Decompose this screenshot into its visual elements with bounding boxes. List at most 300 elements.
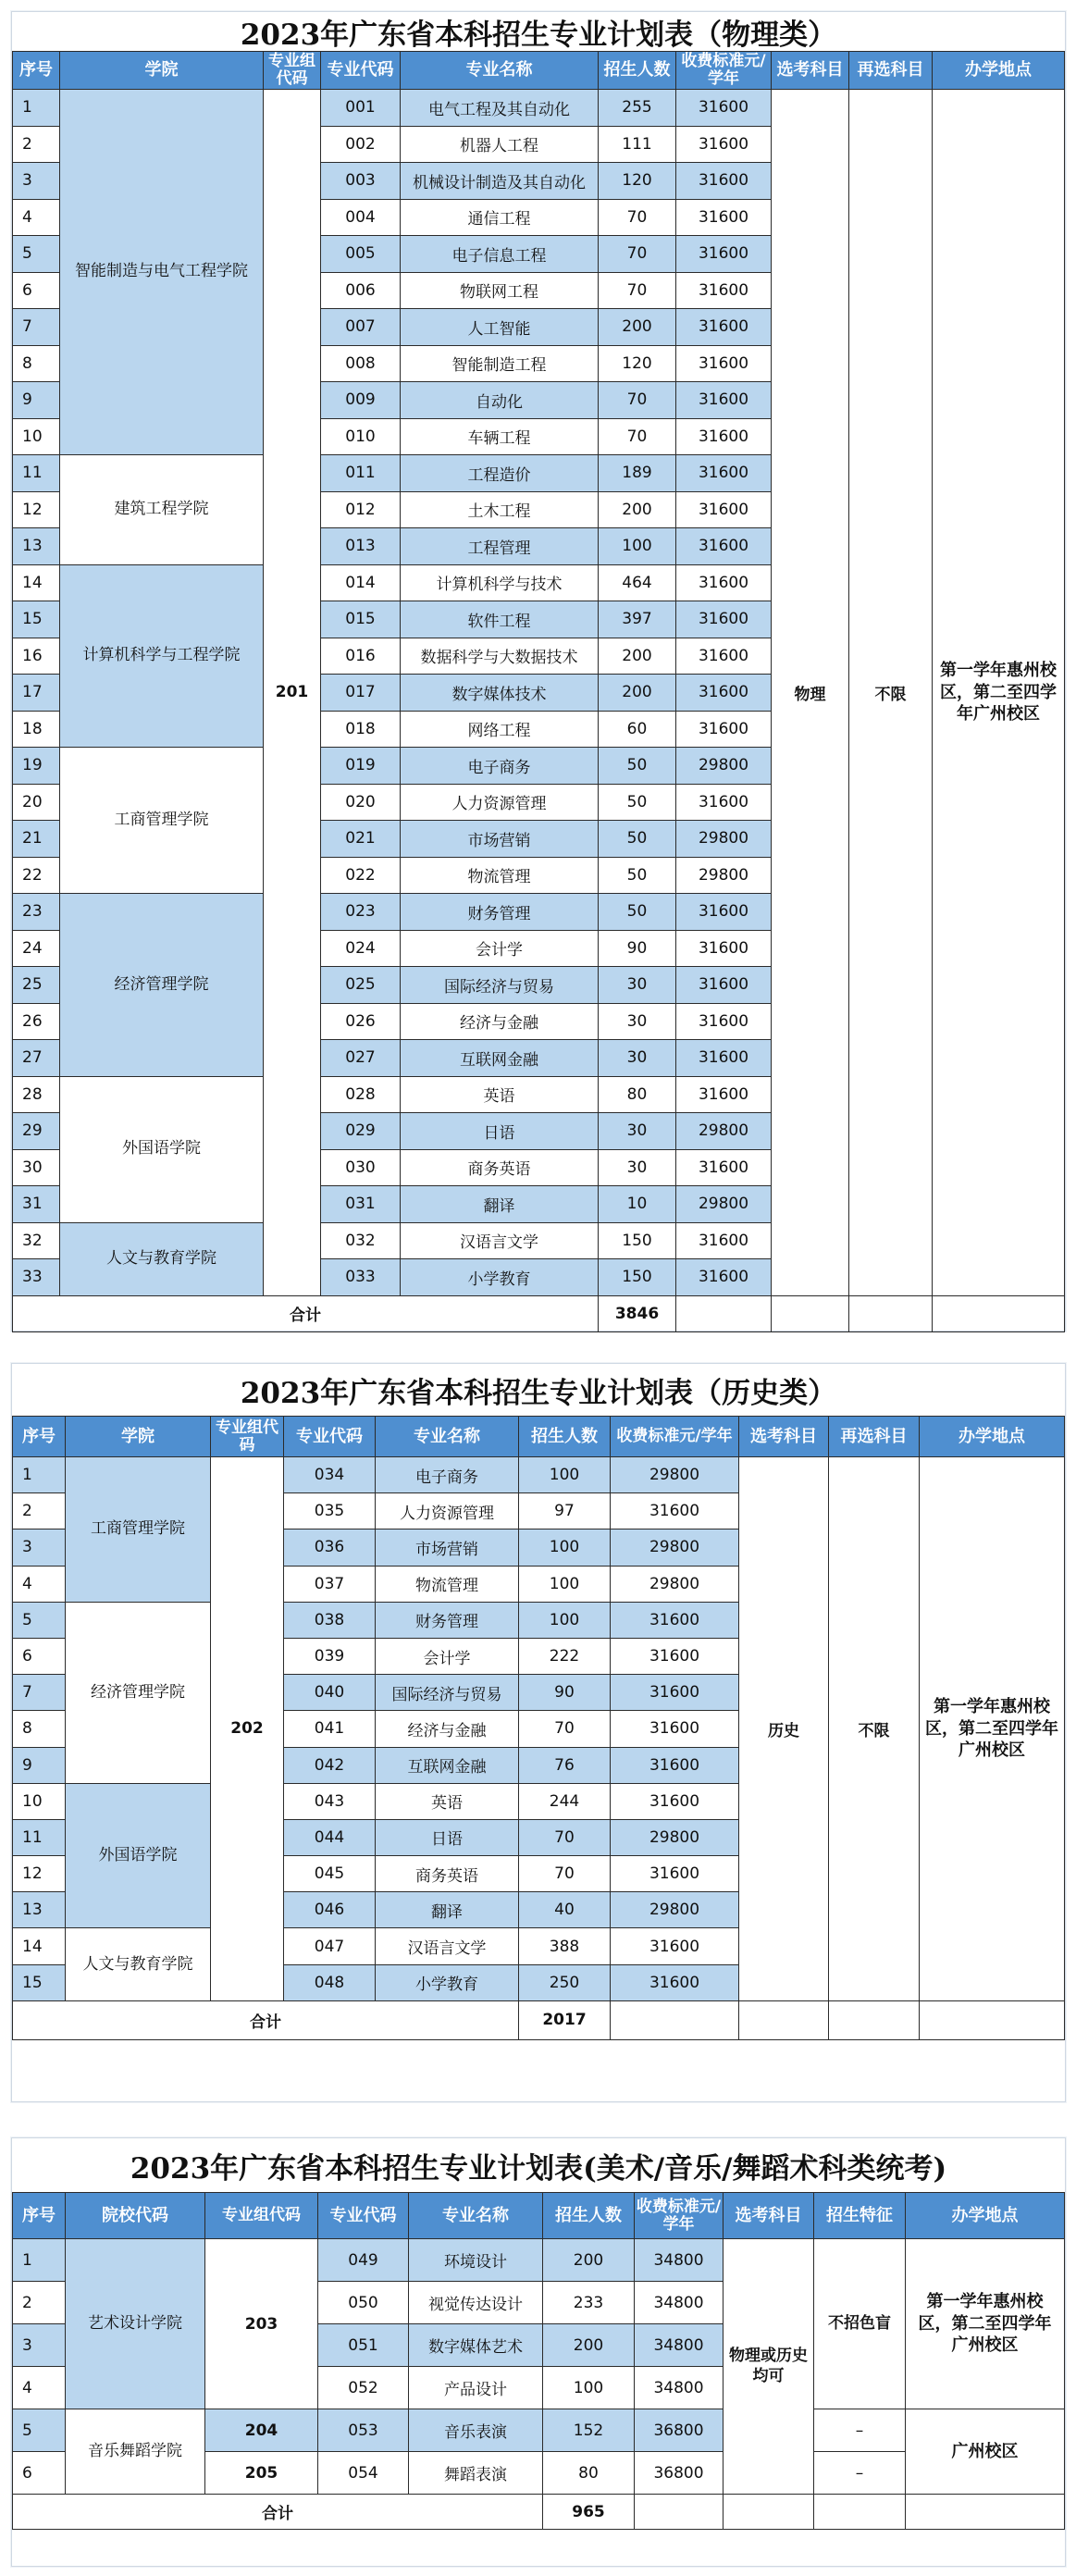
major-name: 数据科学与大数据技术 (401, 638, 599, 675)
enrollment: 50 (599, 857, 676, 894)
major-name: 国际经济与贸易 (401, 967, 599, 1004)
major-name: 英语 (401, 1076, 599, 1113)
major-code: 021 (321, 821, 401, 858)
tuition: 31600 (611, 1964, 739, 2000)
major-code: 047 (284, 1928, 376, 1964)
enrollment: 70 (599, 272, 676, 309)
physics-body (13, 90, 1065, 1296)
enrollment: 100 (519, 1602, 611, 1638)
major-name: 工程管理 (401, 528, 599, 565)
header-feature: 招生特征 (814, 2193, 906, 2239)
feature-cell: 不招色盲 (814, 2239, 906, 2409)
major-name: 人力资源管理 (401, 784, 599, 821)
major-code: 046 (284, 1892, 376, 1928)
major-name: 市场营销 (401, 821, 599, 858)
tuition: 29800 (676, 1113, 772, 1150)
major-code: 054 (318, 2452, 409, 2495)
header-major-code: 专业代码 (318, 2193, 409, 2239)
major-code: 014 (321, 564, 401, 601)
header-group-code: 专业组代码 (205, 2193, 318, 2239)
tuition: 31600 (676, 1040, 772, 1077)
college-cell: 计算机科学与工程学院 (60, 564, 264, 748)
major-name: 视觉传达设计 (409, 2282, 543, 2324)
major-code: 035 (284, 1493, 376, 1530)
row-index: 30 (13, 1149, 60, 1186)
enrollment: 100 (543, 2367, 635, 2409)
row-index: 28 (13, 1076, 60, 1113)
tuition: 31600 (611, 1602, 739, 1638)
row-index: 15 (13, 1964, 66, 2000)
major-name: 财务管理 (376, 1602, 519, 1638)
college-cell: 外国语学院 (60, 1076, 264, 1222)
enrollment: 70 (519, 1856, 611, 1892)
header-tuition: 收费标准元/学年 (611, 1417, 739, 1457)
enrollment: 30 (599, 1003, 676, 1040)
major-code: 040 (284, 1675, 376, 1711)
subject-cell: 物理或历史均可 (724, 2239, 814, 2495)
enrollment: 222 (519, 1638, 611, 1674)
row-index: 1 (13, 90, 60, 127)
enrollment: 189 (599, 455, 676, 492)
enrollment: 464 (599, 564, 676, 601)
tuition: 29800 (611, 1892, 739, 1928)
major-name: 汉语言文学 (376, 1928, 519, 1964)
enrollment: 200 (599, 675, 676, 712)
major-code: 033 (321, 1259, 401, 1296)
tuition: 31600 (676, 711, 772, 748)
enrollment: 100 (519, 1530, 611, 1566)
row-index: 11 (13, 1819, 66, 1855)
major-code: 006 (321, 272, 401, 309)
tuition: 31600 (676, 418, 772, 455)
tuition: 31600 (676, 345, 772, 382)
major-code: 008 (321, 345, 401, 382)
enrollment: 200 (599, 638, 676, 675)
major-name: 网络工程 (401, 711, 599, 748)
major-code: 001 (321, 90, 401, 127)
major-name: 英语 (376, 1783, 519, 1819)
header-reselect: 再选科目 (849, 52, 933, 90)
major-code: 029 (321, 1113, 401, 1150)
total-value: 3846 (599, 1295, 676, 1331)
header-enrollment: 招生人数 (599, 52, 676, 90)
row-index: 5 (13, 1602, 66, 1638)
header-subject: 选考科目 (739, 1417, 829, 1457)
location-cell: 广州校区 (906, 2409, 1065, 2495)
major-name: 财务管理 (401, 894, 599, 931)
major-name: 市场营销 (376, 1530, 519, 1566)
major-code: 044 (284, 1819, 376, 1855)
enrollment: 255 (599, 90, 676, 127)
tuition: 29800 (611, 1819, 739, 1855)
enrollment: 70 (599, 382, 676, 419)
row-index: 14 (13, 564, 60, 601)
subject-cell: 历史 (739, 1457, 829, 2001)
row-index: 23 (13, 894, 60, 931)
enrollment: 70 (599, 199, 676, 236)
major-name: 日语 (376, 1819, 519, 1855)
tuition: 31600 (676, 967, 772, 1004)
major-name: 工程造价 (401, 455, 599, 492)
row-index: 22 (13, 857, 60, 894)
major-name: 国际经济与贸易 (376, 1675, 519, 1711)
header-major-name: 专业名称 (409, 2193, 543, 2239)
tuition: 31600 (676, 1076, 772, 1113)
tuition: 31600 (676, 163, 772, 200)
row-index: 7 (13, 309, 60, 346)
major-code: 022 (321, 857, 401, 894)
tuition: 31600 (611, 1928, 739, 1964)
major-name: 物联网工程 (401, 272, 599, 309)
tuition: 29800 (611, 1530, 739, 1566)
row-index: 7 (13, 1675, 66, 1711)
enrollment: 30 (599, 1149, 676, 1186)
major-name: 机械设计制造及其自动化 (401, 163, 599, 200)
row-index: 8 (13, 345, 60, 382)
header-group-code: 专业组代码 (211, 1417, 284, 1457)
tuition: 31600 (611, 1711, 739, 1747)
tuition: 34800 (635, 2239, 724, 2282)
history-plan-panel (11, 1363, 1066, 2102)
major-name: 经济与金融 (376, 1711, 519, 1747)
table-row (13, 90, 1065, 127)
enrollment: 76 (519, 1747, 611, 1783)
major-code: 015 (321, 601, 401, 638)
row-index: 1 (13, 2239, 66, 2282)
row-index: 31 (13, 1186, 60, 1223)
major-name: 计算机科学与技术 (401, 564, 599, 601)
college-cell: 艺术设计学院 (66, 2239, 205, 2409)
tuition: 36800 (635, 2452, 724, 2495)
row-index: 13 (13, 1892, 66, 1928)
row-index: 5 (13, 2409, 66, 2452)
row-index: 10 (13, 1783, 66, 1819)
row-index: 25 (13, 967, 60, 1004)
physics-title: 2023年广东省本科招生专业计划表（物理类） (240, 18, 837, 52)
art-total-row (13, 2495, 1065, 2530)
history-total-row (13, 2000, 1065, 2039)
tuition: 31600 (676, 894, 772, 931)
tuition: 31600 (676, 638, 772, 675)
major-code: 025 (321, 967, 401, 1004)
major-name: 环境设计 (409, 2239, 543, 2282)
table-row (13, 2409, 1065, 2452)
row-index: 8 (13, 1711, 66, 1747)
tuition: 31600 (676, 1222, 772, 1259)
header-group-code: 专业组代码 (264, 52, 321, 90)
enrollment: 40 (519, 1892, 611, 1928)
tuition: 31600 (676, 564, 772, 601)
major-name: 互联网金融 (401, 1040, 599, 1077)
enrollment: 50 (599, 894, 676, 931)
tuition: 31600 (676, 1003, 772, 1040)
subject-cell: 物理 (772, 90, 849, 1296)
enrollment: 10 (599, 1186, 676, 1223)
major-name: 会计学 (376, 1638, 519, 1674)
major-name: 电子信息工程 (401, 236, 599, 273)
major-code: 019 (321, 748, 401, 785)
enrollment: 30 (599, 1113, 676, 1150)
tuition: 31600 (611, 1856, 739, 1892)
location-cell: 第一学年惠州校区，第二至四学年广州校区 (933, 90, 1065, 1296)
major-name: 土木工程 (401, 491, 599, 528)
major-code: 050 (318, 2282, 409, 2324)
group-code-cell: 201 (264, 90, 321, 1296)
major-code: 007 (321, 309, 401, 346)
enrollment: 111 (599, 126, 676, 163)
row-index: 6 (13, 1638, 66, 1674)
header-tuition: 收费标准元/学年 (676, 52, 772, 90)
major-code: 012 (321, 491, 401, 528)
tuition: 29800 (676, 821, 772, 858)
major-name: 翻译 (376, 1892, 519, 1928)
row-index: 18 (13, 711, 60, 748)
enrollment: 200 (599, 309, 676, 346)
tuition: 29800 (676, 1186, 772, 1223)
major-code: 039 (284, 1638, 376, 1674)
major-name: 小学教育 (401, 1259, 599, 1296)
row-index: 4 (13, 1566, 66, 1602)
enrollment: 97 (519, 1493, 611, 1530)
major-code: 041 (284, 1711, 376, 1747)
tuition: 31600 (676, 309, 772, 346)
major-name: 智能制造工程 (401, 345, 599, 382)
major-name: 物流管理 (401, 857, 599, 894)
major-code: 026 (321, 1003, 401, 1040)
major-name: 商务英语 (401, 1149, 599, 1186)
enrollment: 50 (599, 748, 676, 785)
major-code: 016 (321, 638, 401, 675)
tuition: 34800 (635, 2282, 724, 2324)
row-index: 6 (13, 2452, 66, 2495)
major-name: 物流管理 (376, 1566, 519, 1602)
major-code: 042 (284, 1747, 376, 1783)
major-name: 小学教育 (376, 1964, 519, 2000)
row-index: 26 (13, 1003, 60, 1040)
major-name: 经济与金融 (401, 1003, 599, 1040)
physics-table (12, 51, 1065, 1332)
enrollment: 152 (543, 2409, 635, 2452)
major-code: 023 (321, 894, 401, 931)
enrollment: 50 (599, 784, 676, 821)
enrollment: 70 (519, 1711, 611, 1747)
header-reselect: 再选科目 (829, 1417, 920, 1457)
header-enrollment: 招生人数 (519, 1417, 611, 1457)
college-cell: 经济管理学院 (66, 1602, 211, 1783)
major-code: 037 (284, 1566, 376, 1602)
enrollment: 200 (543, 2239, 635, 2282)
major-code: 010 (321, 418, 401, 455)
art-plan-panel (11, 2137, 1066, 2567)
header-index: 序号 (13, 1417, 66, 1457)
enrollment: 200 (543, 2324, 635, 2367)
tuition: 31600 (676, 1259, 772, 1296)
major-code: 034 (284, 1457, 376, 1493)
tuition: 34800 (635, 2324, 724, 2367)
tuition: 31600 (676, 272, 772, 309)
header-college: 院校代码 (66, 2193, 205, 2239)
enrollment: 150 (599, 1222, 676, 1259)
tuition: 31600 (611, 1675, 739, 1711)
group-code-cell: 202 (211, 1457, 284, 2001)
enrollment: 80 (599, 1076, 676, 1113)
row-index: 11 (13, 455, 60, 492)
major-code: 020 (321, 784, 401, 821)
row-index: 14 (13, 1928, 66, 1964)
row-index: 2 (13, 1493, 66, 1530)
enrollment: 233 (543, 2282, 635, 2324)
major-code: 036 (284, 1530, 376, 1566)
major-code: 032 (321, 1222, 401, 1259)
location-cell: 第一学年惠州校区，第二至四学年广州校区 (920, 1457, 1065, 2001)
header-major-name: 专业名称 (401, 52, 599, 90)
major-name: 互联网金融 (376, 1747, 519, 1783)
college-cell: 人文与教育学院 (66, 1928, 211, 2000)
header-major-code: 专业代码 (321, 52, 401, 90)
college-cell: 人文与教育学院 (60, 1222, 264, 1295)
major-name: 电气工程及其自动化 (401, 90, 599, 127)
enrollment: 397 (599, 601, 676, 638)
college-cell: 智能制造与电气工程学院 (60, 90, 264, 455)
major-code: 005 (321, 236, 401, 273)
major-name: 车辆工程 (401, 418, 599, 455)
art-body (13, 2239, 1065, 2495)
major-code: 003 (321, 163, 401, 200)
row-index: 9 (13, 1747, 66, 1783)
enrollment: 244 (519, 1783, 611, 1819)
row-index: 2 (13, 2282, 66, 2324)
major-code: 027 (321, 1040, 401, 1077)
tuition: 31600 (611, 1747, 739, 1783)
group-code-cell: 203 (205, 2239, 318, 2409)
physics-total-row (13, 1295, 1065, 1331)
enrollment: 50 (599, 821, 676, 858)
major-code: 028 (321, 1076, 401, 1113)
group-code-cell: 204 (205, 2409, 318, 2452)
tuition: 31600 (676, 601, 772, 638)
tuition: 31600 (676, 455, 772, 492)
row-index: 9 (13, 382, 60, 419)
art-header-row (13, 2193, 1065, 2239)
header-location: 办学地点 (920, 1417, 1065, 1457)
total-value: 2017 (519, 2000, 611, 2039)
tuition: 36800 (635, 2409, 724, 2452)
tuition: 29800 (676, 857, 772, 894)
history-title: 2023年广东省本科招生专业计划表（历史类） (240, 1376, 837, 1410)
history-header-row (13, 1417, 1065, 1457)
row-index: 27 (13, 1040, 60, 1077)
header-college: 学院 (66, 1417, 211, 1457)
major-code: 045 (284, 1856, 376, 1892)
major-code: 053 (318, 2409, 409, 2452)
enrollment: 90 (599, 930, 676, 967)
header-index: 序号 (13, 52, 60, 90)
enrollment: 70 (519, 1819, 611, 1855)
tuition: 31600 (676, 784, 772, 821)
history-body (13, 1457, 1065, 2001)
row-index: 13 (13, 528, 60, 565)
major-name: 软件工程 (401, 601, 599, 638)
major-name: 舞蹈表演 (409, 2452, 543, 2495)
art-title: 2023年广东省本科招生专业计划表(美术/音乐/舞蹈术科类统考) (130, 2151, 947, 2186)
enrollment: 120 (599, 163, 676, 200)
major-code: 024 (321, 930, 401, 967)
enrollment: 30 (599, 1040, 676, 1077)
tuition: 31600 (611, 1638, 739, 1674)
group-code-cell: 205 (205, 2452, 318, 2495)
header-major-name: 专业名称 (376, 1417, 519, 1457)
major-name: 通信工程 (401, 199, 599, 236)
enrollment: 120 (599, 345, 676, 382)
college-cell: 工商管理学院 (66, 1457, 211, 1603)
tuition: 31600 (676, 236, 772, 273)
tuition: 29800 (611, 1566, 739, 1602)
major-code: 004 (321, 199, 401, 236)
row-index: 12 (13, 1856, 66, 1892)
table-row (13, 1457, 1065, 1493)
art-table (12, 2192, 1065, 2530)
tuition: 31600 (676, 382, 772, 419)
tuition: 31600 (676, 491, 772, 528)
row-index: 3 (13, 1530, 66, 1566)
enrollment: 100 (519, 1457, 611, 1493)
college-cell: 外国语学院 (66, 1783, 211, 1928)
total-label: 合计 (13, 1295, 599, 1331)
header-enrollment: 招生人数 (543, 2193, 635, 2239)
total-label: 合计 (13, 2495, 543, 2530)
enrollment: 200 (599, 491, 676, 528)
major-name: 商务英语 (376, 1856, 519, 1892)
header-index: 序号 (13, 2193, 66, 2239)
major-code: 011 (321, 455, 401, 492)
row-index: 3 (13, 2324, 66, 2367)
feature-cell: – (814, 2409, 906, 2452)
tuition: 31600 (676, 1149, 772, 1186)
row-index: 29 (13, 1113, 60, 1150)
header-subject: 选考科目 (772, 52, 849, 90)
row-index: 4 (13, 2367, 66, 2409)
enrollment: 100 (599, 528, 676, 565)
major-name: 人力资源管理 (376, 1493, 519, 1530)
row-index: 19 (13, 748, 60, 785)
history-table (12, 1416, 1065, 2040)
major-code: 038 (284, 1602, 376, 1638)
college-cell: 建筑工程学院 (60, 455, 264, 565)
major-code: 002 (321, 126, 401, 163)
enrollment: 70 (599, 418, 676, 455)
major-code: 017 (321, 675, 401, 712)
row-index: 4 (13, 199, 60, 236)
tuition: 29800 (676, 748, 772, 785)
tuition: 31600 (676, 528, 772, 565)
tuition: 31600 (676, 126, 772, 163)
major-code: 052 (318, 2367, 409, 2409)
college-cell: 经济管理学院 (60, 894, 264, 1077)
tuition: 34800 (635, 2367, 724, 2409)
row-index: 20 (13, 784, 60, 821)
row-index: 33 (13, 1259, 60, 1296)
major-name: 数字媒体技术 (401, 675, 599, 712)
enrollment: 150 (599, 1259, 676, 1296)
enrollment: 388 (519, 1928, 611, 1964)
row-index: 16 (13, 638, 60, 675)
physics-header-row (13, 52, 1065, 90)
enrollment: 100 (519, 1566, 611, 1602)
row-index: 6 (13, 272, 60, 309)
major-code: 009 (321, 382, 401, 419)
major-name: 产品设计 (409, 2367, 543, 2409)
major-name: 人工智能 (401, 309, 599, 346)
